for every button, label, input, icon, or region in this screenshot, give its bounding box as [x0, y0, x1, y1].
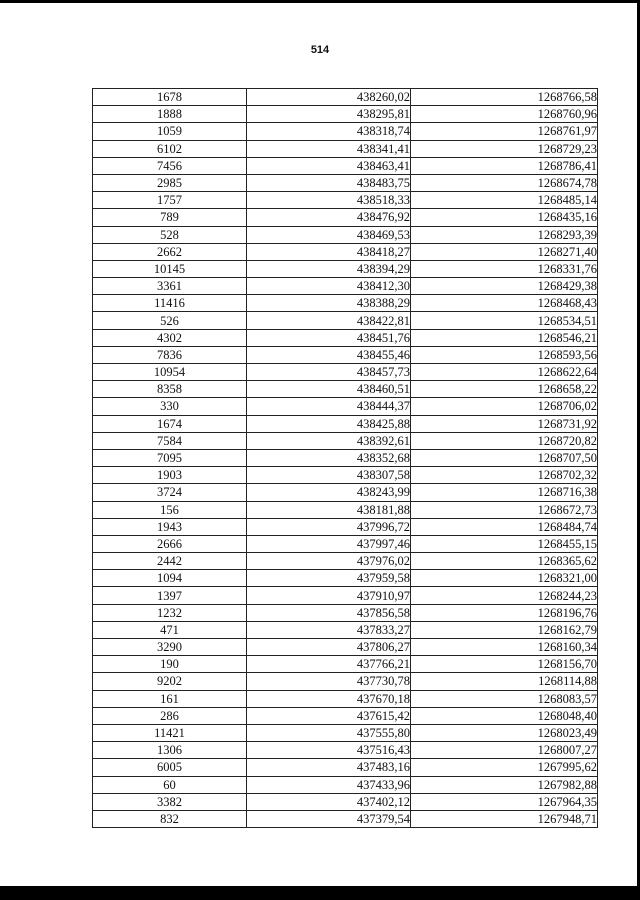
point-number-cell: 156 — [93, 501, 247, 518]
table-row — [93, 364, 598, 381]
point-number-cell: 526 — [93, 312, 247, 329]
y-coordinate-cell: 1268729,23 — [411, 140, 598, 157]
table-row — [93, 381, 598, 398]
x-coordinate-cell: 437670,18 — [247, 690, 411, 707]
y-coordinate-cell: 1268048,40 — [411, 707, 598, 724]
point-number-cell: 6102 — [93, 140, 247, 157]
x-coordinate-cell: 438392,61 — [247, 432, 411, 449]
coordinates-table — [92, 88, 598, 828]
y-coordinate-cell: 1268365,62 — [411, 553, 598, 570]
x-coordinate-cell: 437997,46 — [247, 535, 411, 552]
point-number-cell: 2662 — [93, 243, 247, 260]
x-coordinate-cell: 438418,27 — [247, 243, 411, 260]
x-coordinate-cell: 437856,58 — [247, 604, 411, 621]
y-coordinate-cell: 1268007,27 — [411, 742, 598, 759]
x-coordinate-cell: 438394,29 — [247, 260, 411, 277]
point-number-cell: 1943 — [93, 518, 247, 535]
x-coordinate-cell: 438412,30 — [247, 278, 411, 295]
point-number-cell: 161 — [93, 690, 247, 707]
x-coordinate-cell: 437433,96 — [247, 776, 411, 793]
table-row — [93, 192, 598, 209]
table-row — [93, 260, 598, 277]
x-coordinate-cell: 438425,88 — [247, 415, 411, 432]
table-row — [93, 587, 598, 604]
x-coordinate-cell: 437516,43 — [247, 742, 411, 759]
point-number-cell: 832 — [93, 810, 247, 827]
point-number-cell: 60 — [93, 776, 247, 793]
point-number-cell: 1888 — [93, 106, 247, 123]
x-coordinate-cell: 438451,76 — [247, 329, 411, 346]
y-coordinate-cell: 1268162,79 — [411, 621, 598, 638]
x-coordinate-cell: 438483,75 — [247, 174, 411, 191]
table-row — [93, 776, 598, 793]
point-number-cell: 3382 — [93, 793, 247, 810]
point-number-cell: 1059 — [93, 123, 247, 140]
point-number-cell: 7584 — [93, 432, 247, 449]
x-coordinate-cell: 438518,33 — [247, 192, 411, 209]
x-coordinate-cell: 438463,41 — [247, 157, 411, 174]
y-coordinate-cell: 1268271,40 — [411, 243, 598, 260]
table-row — [93, 329, 598, 346]
point-number-cell: 330 — [93, 398, 247, 415]
table-row — [93, 398, 598, 415]
y-coordinate-cell: 1268429,38 — [411, 278, 598, 295]
table-row — [93, 312, 598, 329]
table-row — [93, 174, 598, 191]
table-row — [93, 226, 598, 243]
point-number-cell: 789 — [93, 209, 247, 226]
table-row — [93, 639, 598, 656]
point-number-cell: 11421 — [93, 724, 247, 741]
y-coordinate-cell: 1267948,71 — [411, 810, 598, 827]
x-coordinate-cell: 438455,46 — [247, 346, 411, 363]
table-row — [93, 810, 598, 827]
table-row — [93, 140, 598, 157]
x-coordinate-cell: 438181,88 — [247, 501, 411, 518]
x-coordinate-cell: 438352,68 — [247, 449, 411, 466]
y-coordinate-cell: 1268731,92 — [411, 415, 598, 432]
point-number-cell: 10145 — [93, 260, 247, 277]
table-row — [93, 759, 598, 776]
y-coordinate-cell: 1268321,00 — [411, 570, 598, 587]
x-coordinate-cell: 438469,53 — [247, 226, 411, 243]
y-coordinate-cell: 1268293,39 — [411, 226, 598, 243]
y-coordinate-cell: 1268534,51 — [411, 312, 598, 329]
y-coordinate-cell: 1268455,15 — [411, 535, 598, 552]
table-row — [93, 501, 598, 518]
point-number-cell: 1903 — [93, 467, 247, 484]
y-coordinate-cell: 1268468,43 — [411, 295, 598, 312]
x-coordinate-cell: 438388,29 — [247, 295, 411, 312]
point-number-cell: 1674 — [93, 415, 247, 432]
point-number-cell: 6005 — [93, 759, 247, 776]
y-coordinate-cell: 1268244,23 — [411, 587, 598, 604]
x-coordinate-cell: 438444,37 — [247, 398, 411, 415]
table-row — [93, 570, 598, 587]
y-coordinate-cell: 1267995,62 — [411, 759, 598, 776]
table-row — [93, 346, 598, 363]
y-coordinate-cell: 1268196,76 — [411, 604, 598, 621]
table-row — [93, 673, 598, 690]
point-number-cell: 1678 — [93, 89, 247, 106]
point-number-cell: 2985 — [93, 174, 247, 191]
point-number-cell: 3290 — [93, 639, 247, 656]
x-coordinate-cell: 437379,54 — [247, 810, 411, 827]
x-coordinate-cell: 437483,16 — [247, 759, 411, 776]
point-number-cell: 1306 — [93, 742, 247, 759]
scan-border-bottom — [0, 886, 640, 900]
table-row — [93, 690, 598, 707]
y-coordinate-cell: 1268546,21 — [411, 329, 598, 346]
point-number-cell: 2442 — [93, 553, 247, 570]
page-number: 514 — [310, 44, 330, 56]
table-row — [93, 707, 598, 724]
table-row — [93, 243, 598, 260]
table-row — [93, 209, 598, 226]
y-coordinate-cell: 1268156,70 — [411, 656, 598, 673]
x-coordinate-cell: 438460,51 — [247, 381, 411, 398]
x-coordinate-cell: 437910,97 — [247, 587, 411, 604]
table-row — [93, 484, 598, 501]
table-row — [93, 793, 598, 810]
x-coordinate-cell: 437402,12 — [247, 793, 411, 810]
y-coordinate-cell: 1267964,35 — [411, 793, 598, 810]
y-coordinate-cell: 1268761,97 — [411, 123, 598, 140]
y-coordinate-cell: 1268485,14 — [411, 192, 598, 209]
table-row — [93, 621, 598, 638]
coordinates-table-body — [93, 89, 598, 828]
table-row — [93, 449, 598, 466]
y-coordinate-cell: 1268702,32 — [411, 467, 598, 484]
x-coordinate-cell: 437996,72 — [247, 518, 411, 535]
table-row — [93, 295, 598, 312]
x-coordinate-cell: 437833,27 — [247, 621, 411, 638]
y-coordinate-cell: 1268331,76 — [411, 260, 598, 277]
x-coordinate-cell: 437730,78 — [247, 673, 411, 690]
table-row — [93, 724, 598, 741]
table-row — [93, 604, 598, 621]
y-coordinate-cell: 1268716,38 — [411, 484, 598, 501]
point-number-cell: 286 — [93, 707, 247, 724]
y-coordinate-cell: 1268760,96 — [411, 106, 598, 123]
y-coordinate-cell: 1268622,64 — [411, 364, 598, 381]
point-number-cell: 11416 — [93, 295, 247, 312]
x-coordinate-cell: 438422,81 — [247, 312, 411, 329]
table-row — [93, 89, 598, 106]
x-coordinate-cell: 437766,21 — [247, 656, 411, 673]
y-coordinate-cell: 1268706,02 — [411, 398, 598, 415]
point-number-cell: 2666 — [93, 535, 247, 552]
y-coordinate-cell: 1268023,49 — [411, 724, 598, 741]
x-coordinate-cell: 438457,73 — [247, 364, 411, 381]
point-number-cell: 7836 — [93, 346, 247, 363]
x-coordinate-cell: 438318,74 — [247, 123, 411, 140]
y-coordinate-cell: 1268707,50 — [411, 449, 598, 466]
y-coordinate-cell: 1267982,88 — [411, 776, 598, 793]
y-coordinate-cell: 1268435,16 — [411, 209, 598, 226]
point-number-cell: 8358 — [93, 381, 247, 398]
scan-border-top — [0, 0, 640, 3]
y-coordinate-cell: 1268658,22 — [411, 381, 598, 398]
point-number-cell: 9202 — [93, 673, 247, 690]
y-coordinate-cell: 1268766,58 — [411, 89, 598, 106]
point-number-cell: 471 — [93, 621, 247, 638]
point-number-cell: 1757 — [93, 192, 247, 209]
y-coordinate-cell: 1268720,82 — [411, 432, 598, 449]
x-coordinate-cell: 437976,02 — [247, 553, 411, 570]
point-number-cell: 3361 — [93, 278, 247, 295]
point-number-cell: 7095 — [93, 449, 247, 466]
point-number-cell: 1232 — [93, 604, 247, 621]
point-number-cell: 3724 — [93, 484, 247, 501]
y-coordinate-cell: 1268114,88 — [411, 673, 598, 690]
x-coordinate-cell: 438295,81 — [247, 106, 411, 123]
table-row — [93, 742, 598, 759]
y-coordinate-cell: 1268674,78 — [411, 174, 598, 191]
y-coordinate-cell: 1268672,73 — [411, 501, 598, 518]
table-row — [93, 278, 598, 295]
table-row — [93, 106, 598, 123]
table-row — [93, 535, 598, 552]
table-row — [93, 432, 598, 449]
x-coordinate-cell: 437615,42 — [247, 707, 411, 724]
table-row — [93, 518, 598, 535]
point-number-cell: 10954 — [93, 364, 247, 381]
y-coordinate-cell: 1268593,56 — [411, 346, 598, 363]
x-coordinate-cell: 438307,58 — [247, 467, 411, 484]
table-row — [93, 553, 598, 570]
table-row — [93, 656, 598, 673]
x-coordinate-cell: 438341,41 — [247, 140, 411, 157]
point-number-cell: 7456 — [93, 157, 247, 174]
point-number-cell: 1094 — [93, 570, 247, 587]
table-row — [93, 123, 598, 140]
x-coordinate-cell: 438260,02 — [247, 89, 411, 106]
y-coordinate-cell: 1268160,34 — [411, 639, 598, 656]
point-number-cell: 4302 — [93, 329, 247, 346]
y-coordinate-cell: 1268786,41 — [411, 157, 598, 174]
x-coordinate-cell: 438243,99 — [247, 484, 411, 501]
x-coordinate-cell: 437806,27 — [247, 639, 411, 656]
x-coordinate-cell: 438476,92 — [247, 209, 411, 226]
point-number-cell: 1397 — [93, 587, 247, 604]
point-number-cell: 190 — [93, 656, 247, 673]
table-row — [93, 157, 598, 174]
point-number-cell: 528 — [93, 226, 247, 243]
y-coordinate-cell: 1268083,57 — [411, 690, 598, 707]
y-coordinate-cell: 1268484,74 — [411, 518, 598, 535]
x-coordinate-cell: 437555,80 — [247, 724, 411, 741]
table-row — [93, 415, 598, 432]
x-coordinate-cell: 437959,58 — [247, 570, 411, 587]
table-row — [93, 467, 598, 484]
